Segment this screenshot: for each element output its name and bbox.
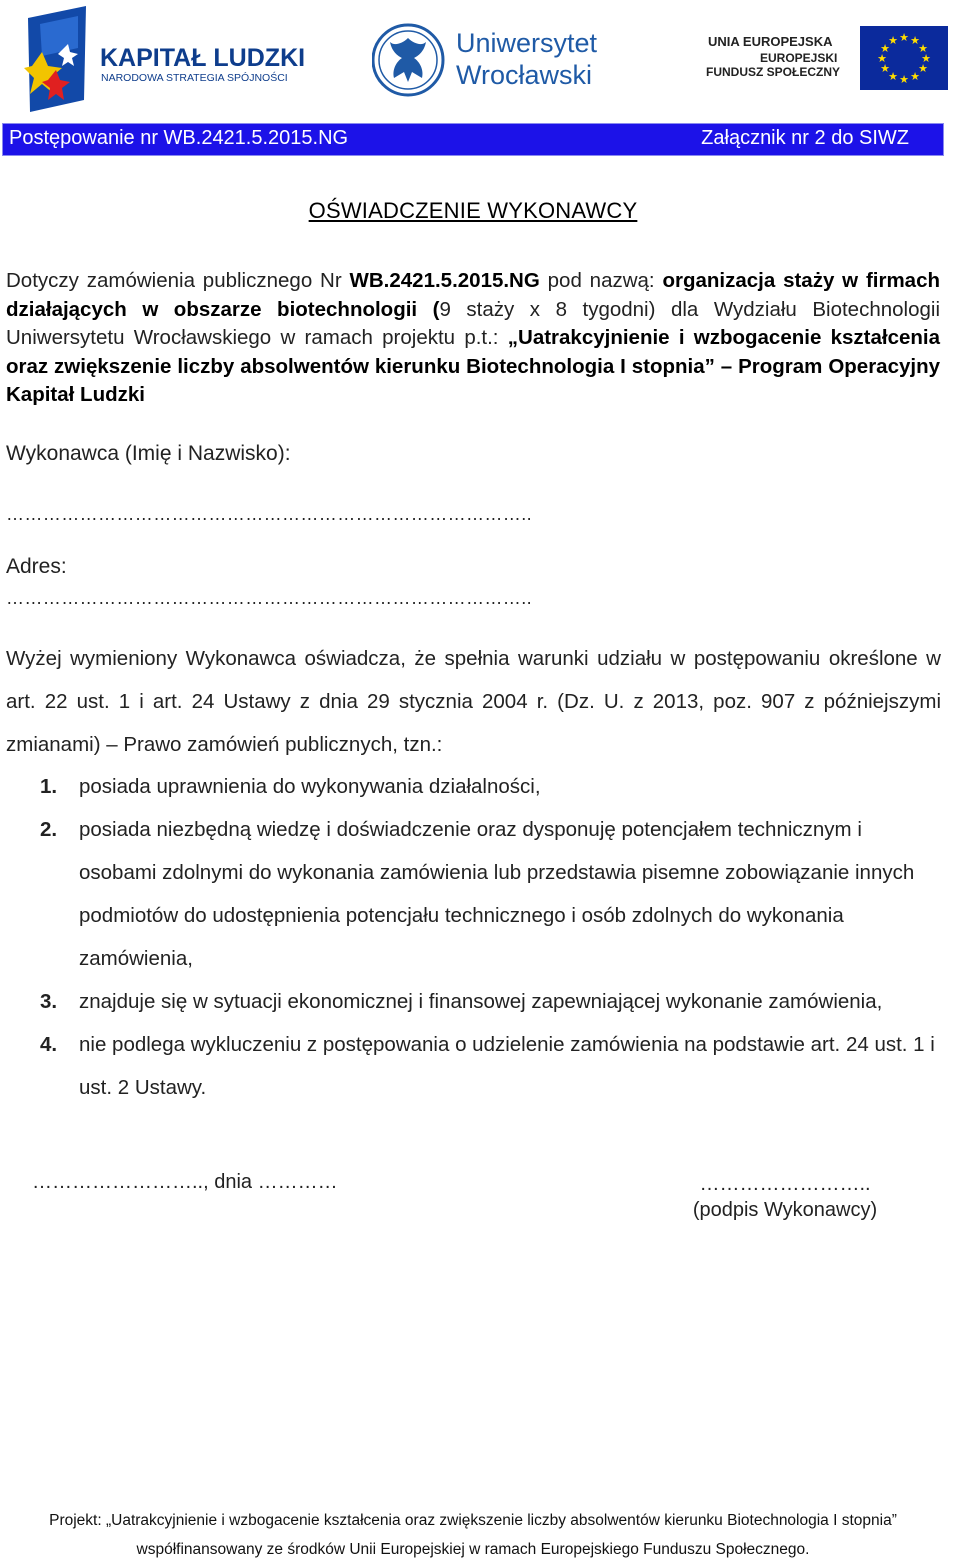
list-item-number: 4. <box>40 1033 58 1056</box>
svg-text:★: ★ <box>899 73 909 86</box>
svg-text:★: ★ <box>880 42 890 55</box>
signature-label: (podpis Wykonawcy) <box>692 1199 878 1221</box>
kapital-ludzki-subtitle: NARODOWA STRATEGIA SPÓJNOŚCI <box>101 72 288 84</box>
attachment-label: Załącznik nr 2 do SIWZ <box>701 127 909 149</box>
contractor-label: Wykonawca (Imię i Nazwisko): <box>6 442 291 465</box>
conditions-list <box>40 765 940 1109</box>
list-item <box>40 808 940 980</box>
svg-text:★: ★ <box>877 52 887 65</box>
intro-reference: WB.2421.5.2015.NG <box>349 269 540 292</box>
signature-field[interactable]: …………………….. <box>699 1173 871 1195</box>
svg-text:★: ★ <box>888 70 898 83</box>
intro-text-2: pod nazwą: <box>539 269 663 292</box>
list-item-number: 3. <box>40 990 58 1013</box>
eu-text-line1: UNIA EUROPEJSKA <box>708 34 833 49</box>
footer-line-2: współfinansowany ze środków Unii Europejskiej w ramach Europejskiego Funduszu Społecznego. <box>136 1541 810 1558</box>
project-footer <box>0 1506 946 1564</box>
svg-text:★: ★ <box>880 62 890 75</box>
statement-paragraph: Wyżej wymieniony Wykonawca oświadcza, że spełnia warunki udziału w postępowaniu określone w art. 22 ust. 1 i art. 24 Ustawy z dnia 29 stycznia 2004 r. (Dz. U. z 2013, poz. 907 z późniejszymi zmianami) – Prawo zamówień publicznych, tzn.: <box>6 647 941 756</box>
kapital-ludzki-logo <box>20 4 310 114</box>
intro-paragraph <box>6 267 940 410</box>
document-title: OŚWIADCZENIE WYKONAWCY <box>308 198 638 223</box>
signature-block <box>682 1171 888 1223</box>
logo-header <box>0 0 960 118</box>
eu-text-line2: EUROPEJSKI <box>760 51 838 65</box>
address-label: Adres: <box>6 555 67 578</box>
place-date-field[interactable]: …………………….., dnia ………… <box>32 1171 338 1193</box>
footer-line-1: Projekt: „Uatrakcyjnienie i wzbogacenie kształcenia oraz zwiększenie liczby absolwentów kierunku Biotechnologia I stopnia” <box>49 1512 897 1529</box>
intro-text-3: 9 staży x 8 tygodni) dla Wydziału Biotechnologii Uniwersytetu Wrocławskiego w ramach projektu p.t.: <box>6 297 941 349</box>
university-name-line1: Uniwersytet <box>456 28 598 58</box>
list-item-text: posiada niezbędną wiedzę i doświadczenie oraz dysponuję potencjałem technicznym i osobami zdolnymi do wykonania zamówienia lub przedstawia pisemne zobowiązanie innych podmiotów do udostępnienia potencjału technicznego i osób zdolnych do wykonania zamówienia, <box>79 818 915 970</box>
intro-subject: organizacja staży w firmach działających w obszarze biotechnologii ( <box>6 269 941 321</box>
kapital-ludzki-name: KAPITAŁ LUDZKI <box>100 44 306 72</box>
list-item-text: nie podlega wykluczeniu z postępowania o udzielenie zamówienia na podstawie art. 24 ust. 1 i ust. 2 Ustawy. <box>79 1033 935 1099</box>
intro-text-1: Dotyczy zamówienia publicznego Nr <box>6 269 350 292</box>
list-item-text: znajduje się w sytuacji ekonomicznej i finansowej zapewniającej wykonanie zamówienia, <box>79 990 883 1013</box>
list-item-number: 1. <box>40 775 58 798</box>
svg-text:★: ★ <box>921 52 931 65</box>
procedure-banner <box>2 123 944 156</box>
eu-text-line3: FUNDUSZ SPOŁECZNY <box>706 65 841 79</box>
list-item-text: posiada uprawnienia do wykonywania działalności, <box>79 775 541 798</box>
address-field[interactable]: ………………………………………………………………………….. <box>6 588 533 608</box>
svg-text:★: ★ <box>888 34 898 47</box>
svg-text:★: ★ <box>910 70 920 83</box>
svg-text:★: ★ <box>910 34 920 47</box>
svg-text:★: ★ <box>918 62 928 75</box>
list-item-number: 2. <box>40 818 58 841</box>
uniwersytet-wroclawski-logo <box>372 18 622 102</box>
eu-social-fund-logo <box>700 24 950 94</box>
university-name-line2: Wrocławski <box>456 60 593 90</box>
svg-text:★: ★ <box>918 42 928 55</box>
contractor-field[interactable]: ………………………………………………………………………….. <box>6 504 533 524</box>
list-item <box>40 980 940 1023</box>
intro-project-name: „Uatrakcyjnienie i wzbogacenie kształcenia oraz zwiększenie liczby absolwentów kierunku Biotechnologia I stopnia” – Program Operacyjny Kapitał Ludzki <box>6 326 940 406</box>
list-item <box>40 765 940 808</box>
procedure-number: Postępowanie nr WB.2421.5.2015.NG <box>9 127 349 149</box>
list-item <box>40 1023 940 1109</box>
svg-text:★: ★ <box>899 31 909 44</box>
